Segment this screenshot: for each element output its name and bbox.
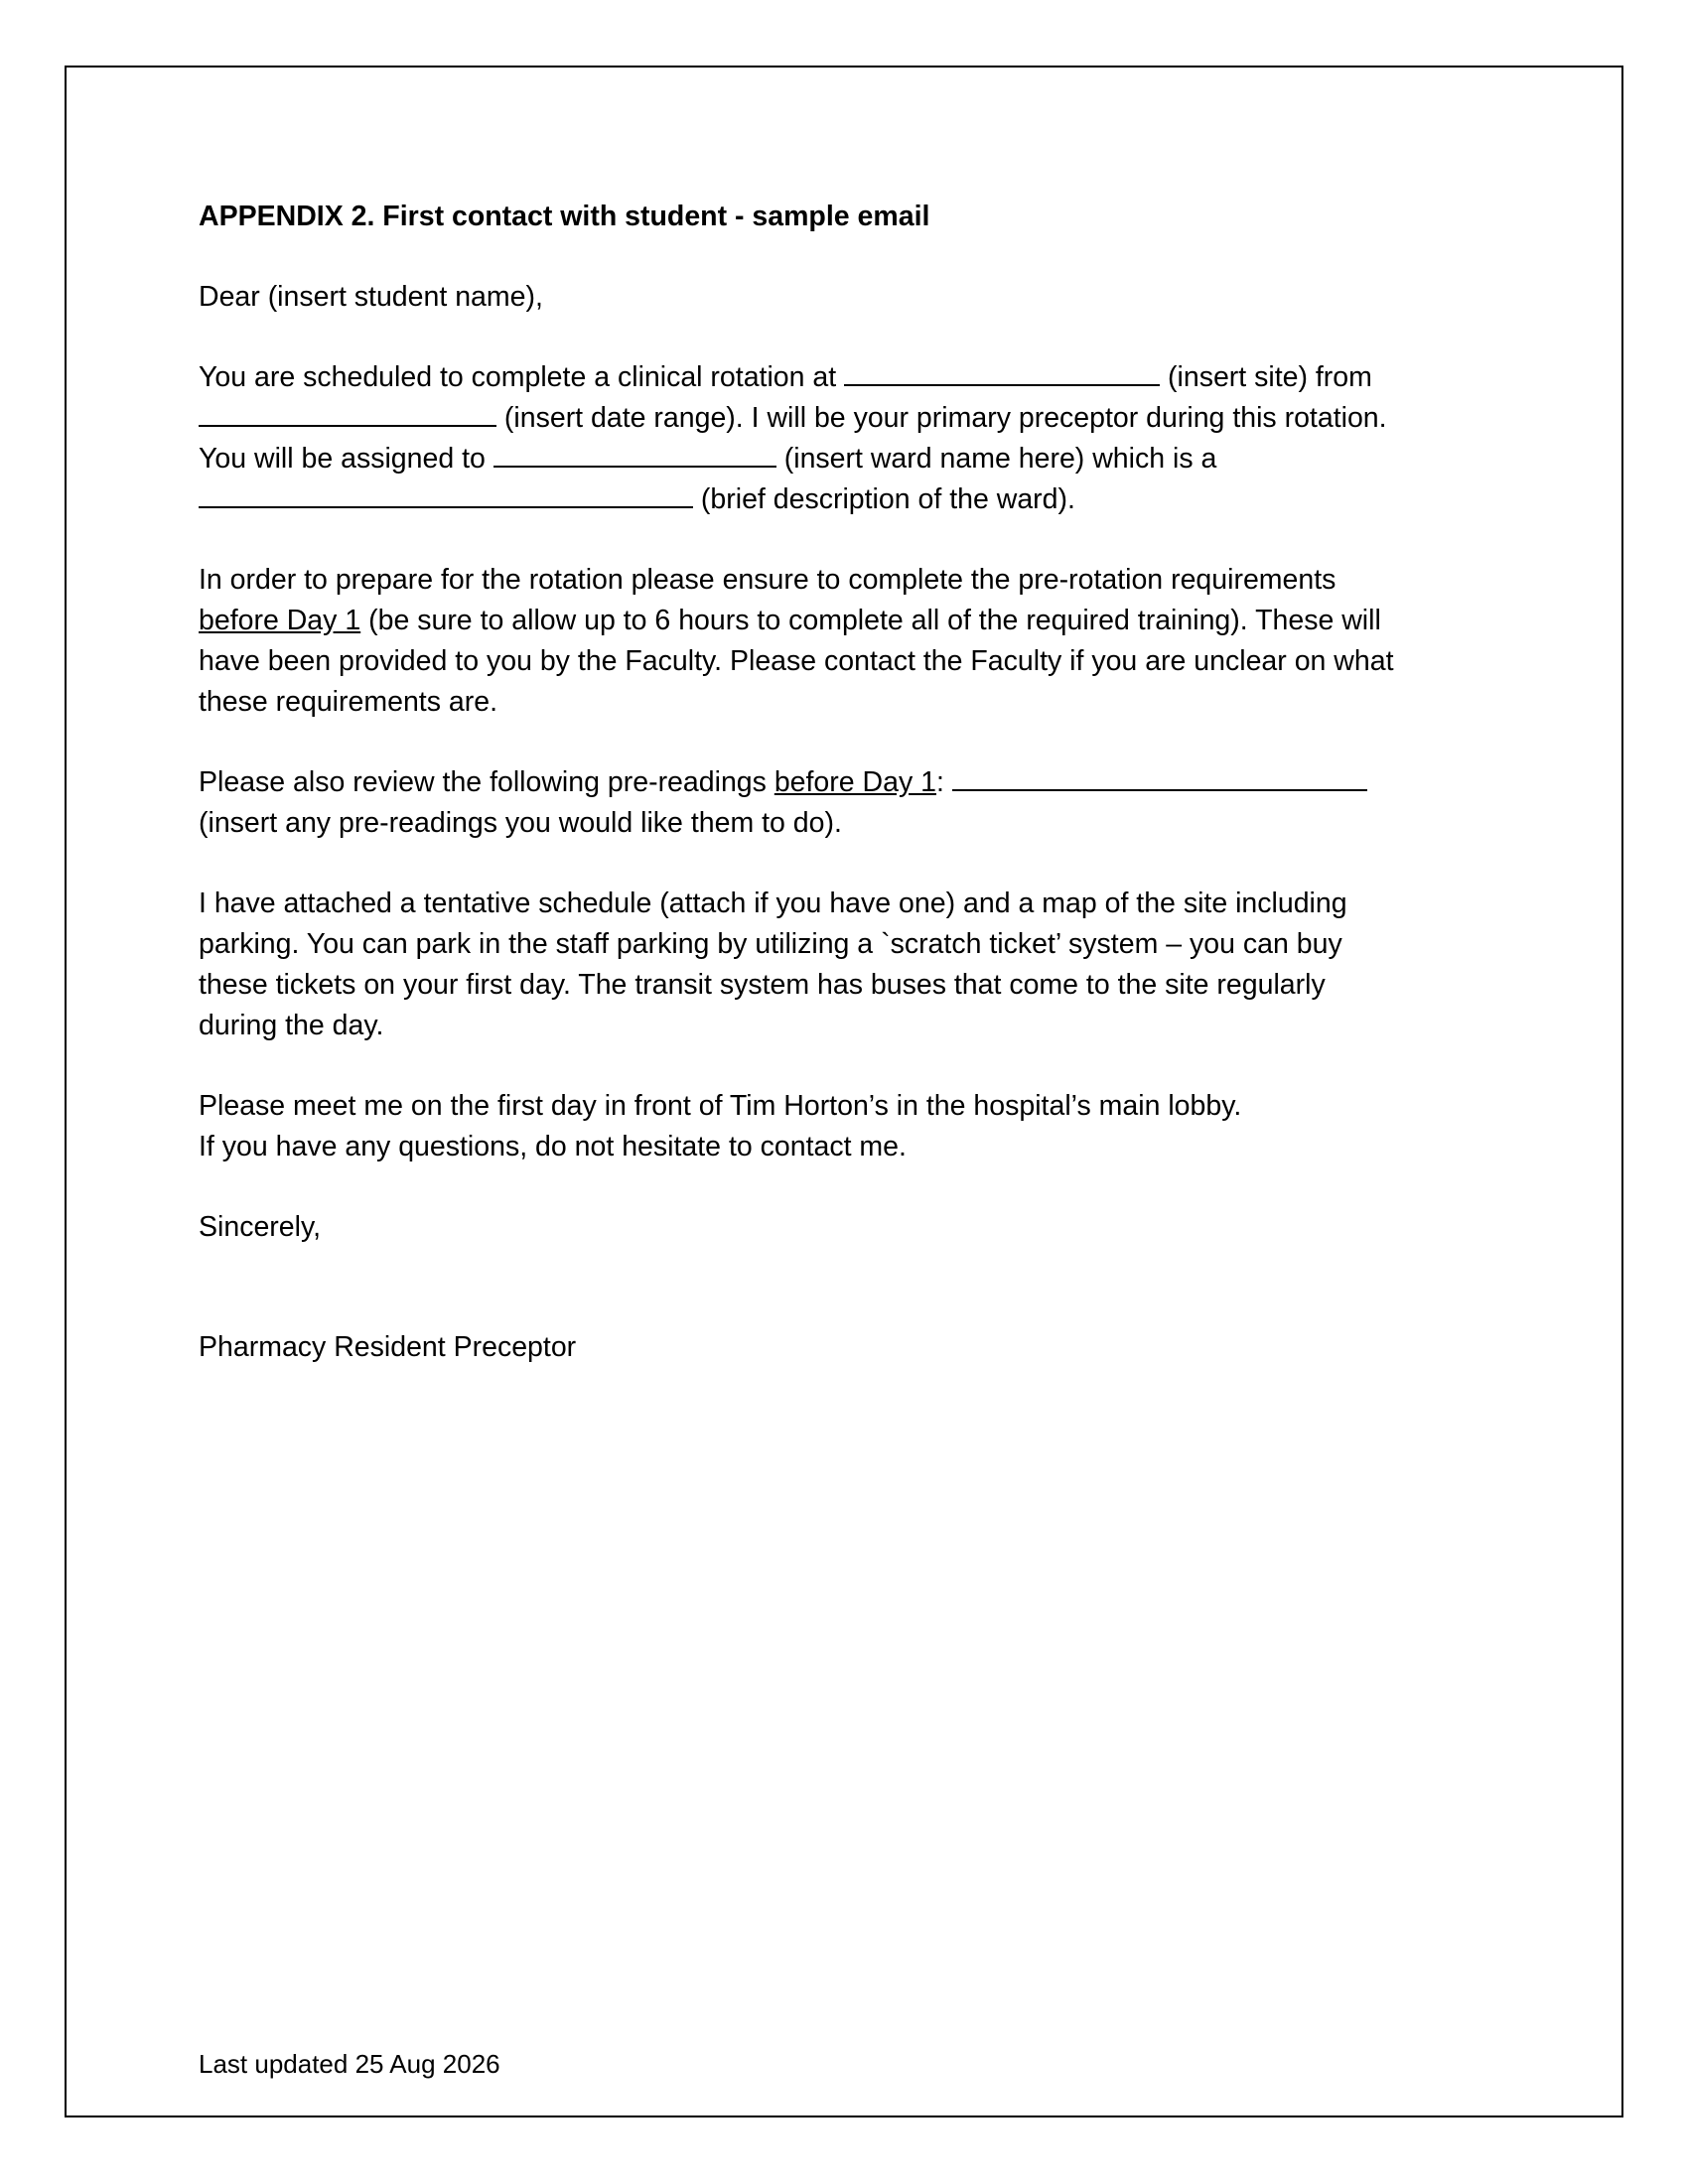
- paragraph-prerotation-requirements: [199, 560, 1509, 723]
- paragraph-line: [199, 762, 1509, 803]
- ward-description-blank: [199, 480, 693, 508]
- closing: Sincerely,: [199, 1211, 322, 1243]
- text-segment: (be sure to allow up to 6 hours to complete all of the required training). These will: [360, 605, 1381, 636]
- text-segment: (insert site) from: [1160, 361, 1372, 393]
- paragraph-schedule-parking: [199, 884, 1509, 1046]
- pre-readings-blank: [952, 763, 1367, 791]
- letter-body: [199, 197, 1509, 1368]
- text-segment: (brief description of the ward).: [693, 483, 1075, 515]
- paragraph-line: In order to prepare for the rotation please ensure to complete the pre-rotation requirements: [199, 564, 1336, 596]
- signature: Pharmacy Resident Preceptor: [199, 1331, 577, 1363]
- paragraph-line: [199, 601, 1509, 641]
- paragraph-line: Please meet me on the first day in front of Tim Horton’s in the hospital’s main lobby.: [199, 1090, 1242, 1122]
- paragraph-line: [199, 479, 1509, 520]
- ward-name-blank: [493, 440, 776, 468]
- date-range-blank: [199, 399, 496, 427]
- site-blank: [844, 358, 1160, 386]
- paragraph-rotation-details: [199, 357, 1509, 520]
- underlined-text: before Day 1: [199, 605, 361, 636]
- text-segment: (insert ward name here) which is a: [775, 443, 1217, 475]
- paragraph-line: during the day.: [199, 1010, 384, 1041]
- underlined-text: before Day 1: [774, 766, 936, 798]
- paragraph-line: [199, 357, 1509, 398]
- paragraph-line: have been provided to you by the Faculty. Please contact the Faculty if you are unclear on what: [199, 645, 1394, 677]
- paragraph-pre-readings: [199, 762, 1509, 844]
- text-segment: You will be assigned to: [199, 443, 493, 475]
- paragraph-meeting-point: [199, 1086, 1509, 1167]
- paragraph-line: these tickets on your first day. The transit system has buses that come to the site regularly: [199, 969, 1326, 1001]
- last-updated-footer: Last updated 25 Aug 2026: [199, 2049, 500, 2079]
- paragraph-line: If you have any questions, do not hesitate to contact me.: [199, 1131, 907, 1162]
- text-segment: You are scheduled to complete a clinical rotation at: [199, 361, 845, 393]
- text-segment: (insert date range). I will be your primary preceptor during this rotation.: [496, 402, 1387, 434]
- text-segment: :: [936, 766, 952, 798]
- paragraph-line: I have attached a tentative schedule (attach if you have one) and a map of the site including: [199, 887, 1347, 919]
- salutation: Dear (insert student name),: [199, 281, 543, 313]
- text-segment: Please also review the following pre-readings: [199, 766, 774, 798]
- paragraph-line: [199, 439, 1509, 479]
- paragraph-line: these requirements are.: [199, 686, 497, 718]
- paragraph-line: parking. You can park in the staff parking by utilizing a `scratch ticket’ system – you can buy: [199, 928, 1342, 960]
- page-title: APPENDIX 2. First contact with student - sample email: [199, 201, 930, 232]
- paragraph-line: [199, 398, 1509, 439]
- paragraph-line: (insert any pre-readings you would like them to do).: [199, 807, 842, 839]
